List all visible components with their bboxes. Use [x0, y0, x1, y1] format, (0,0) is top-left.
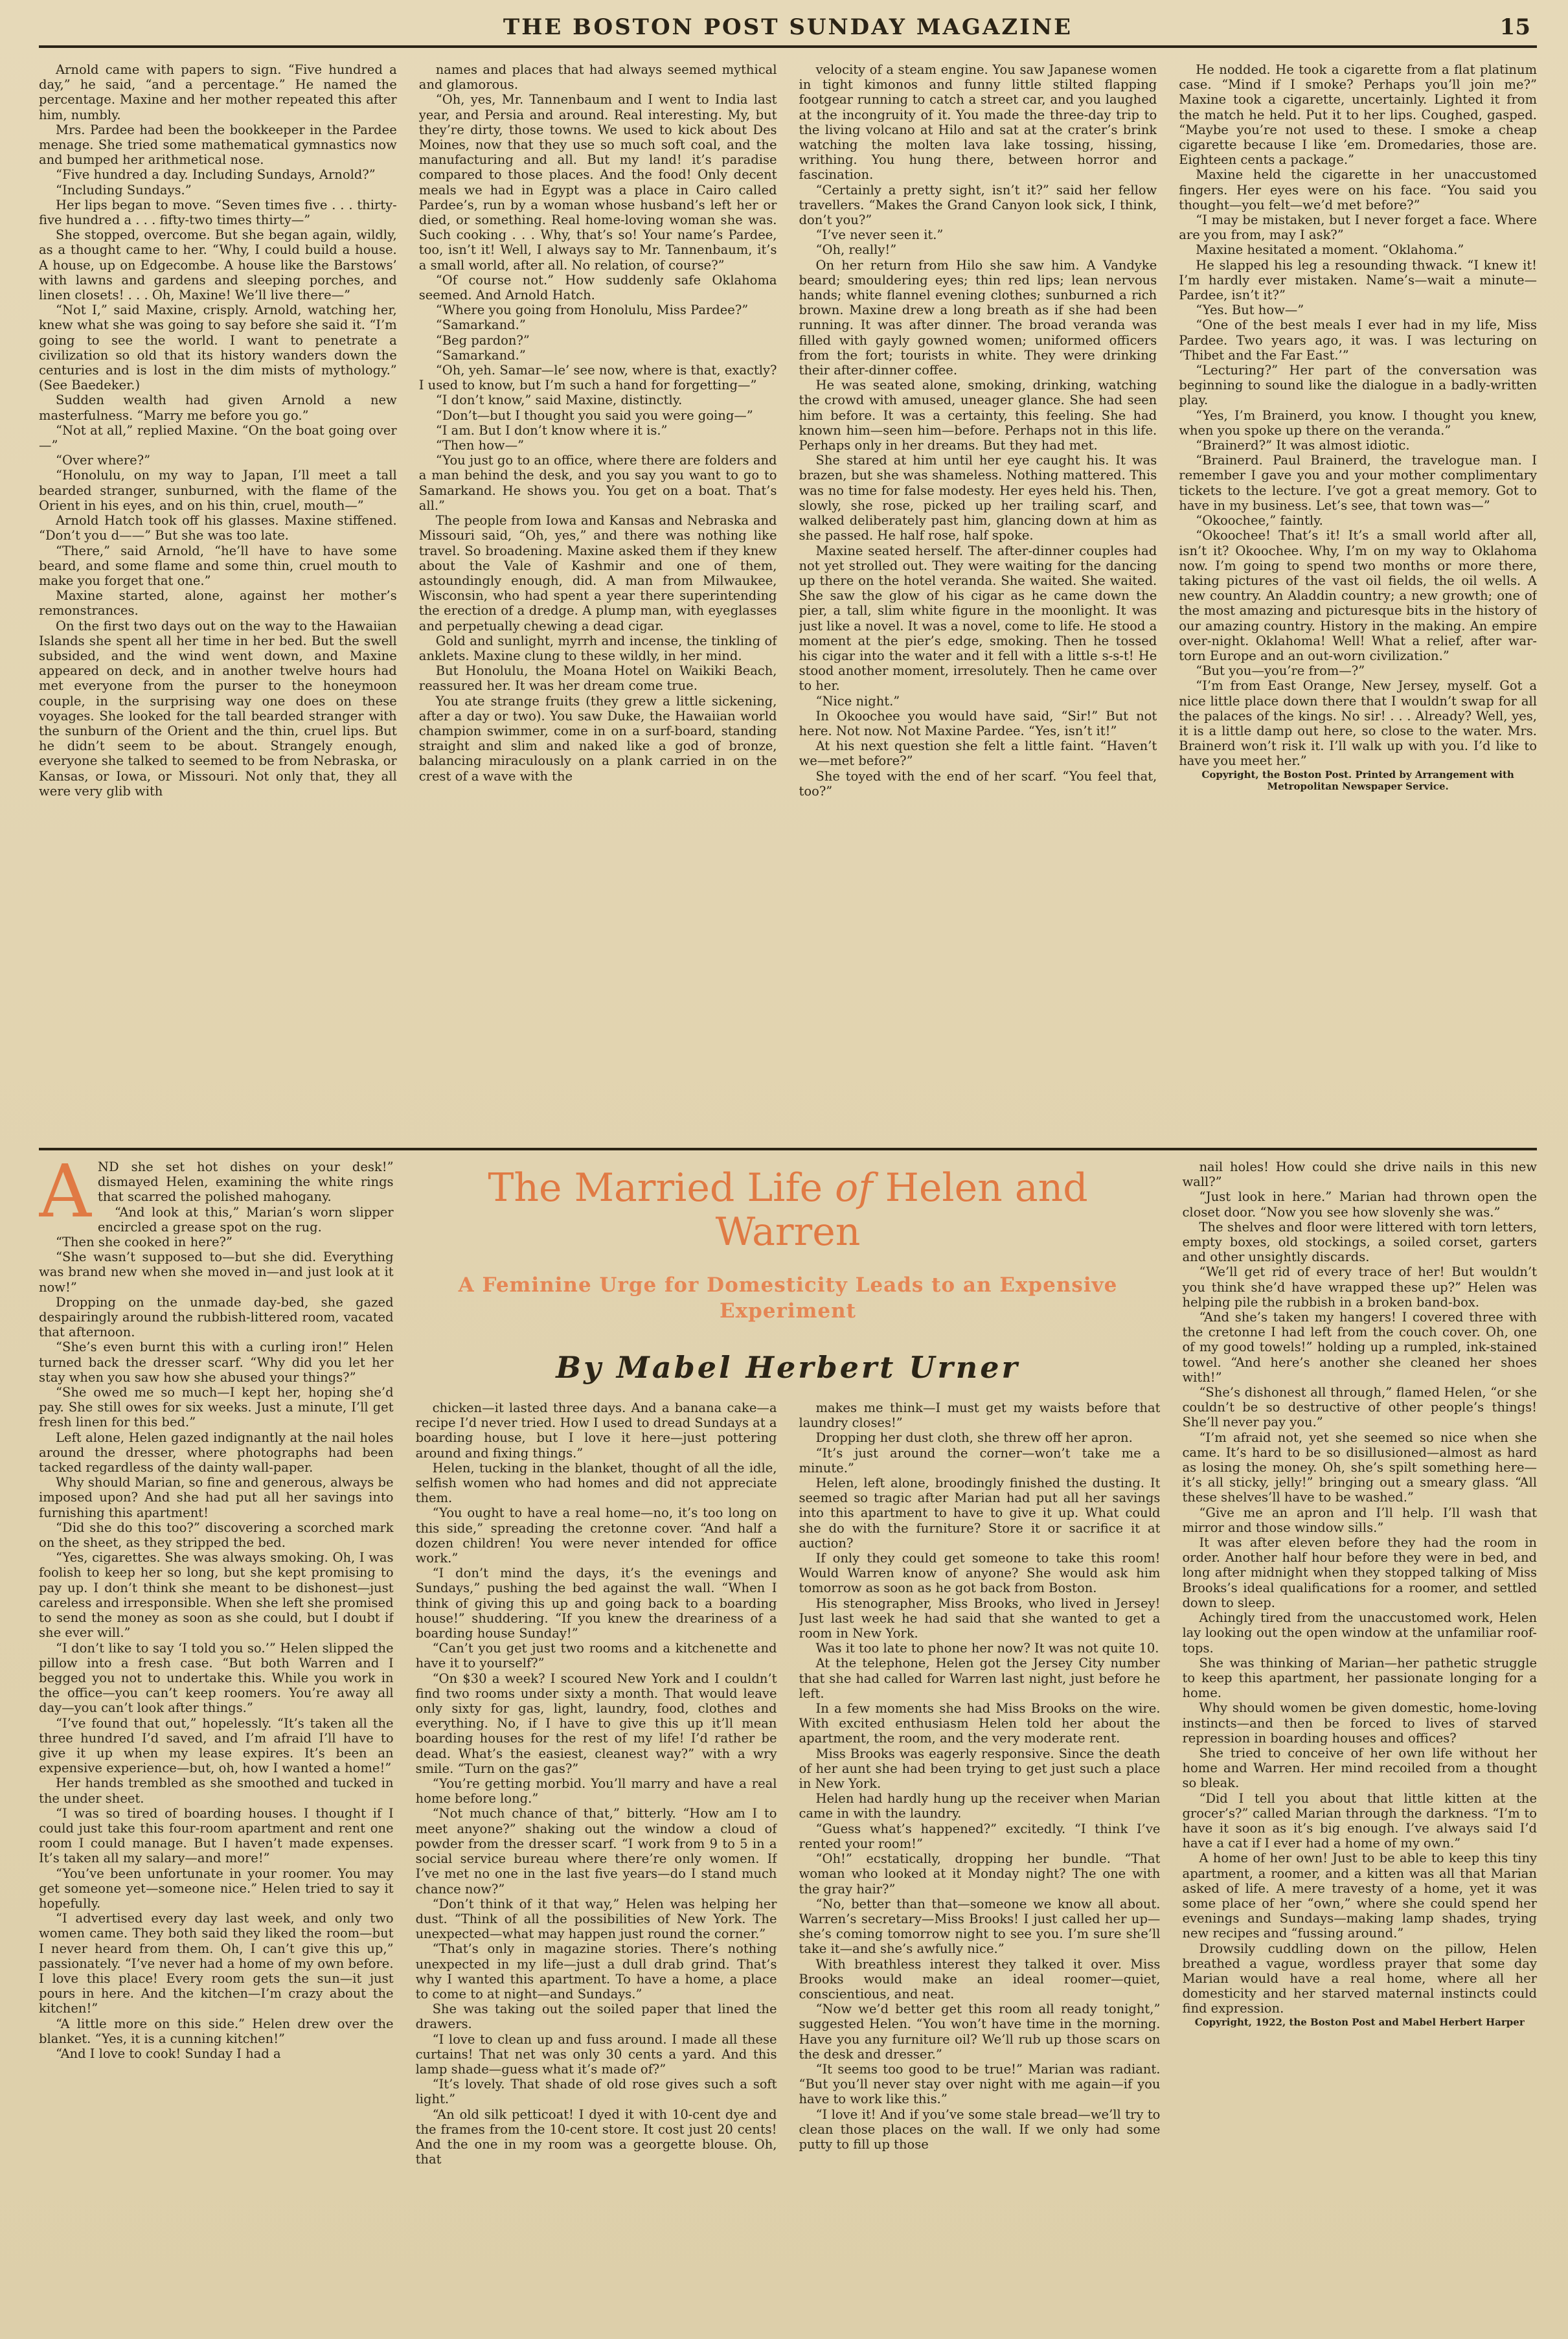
- paragraph: Miss Brooks was eagerly responsive. Since the death of her aunt she had been trying to get just such a place in New York.: [799, 1746, 1161, 1792]
- headline-of: of: [835, 1165, 873, 1211]
- paragraph: “I advertised every day last week, and only two women came. They both said they liked the room—but I never heard from them. Oh, I can’t give this up,” passionately. “I’ve never had a home of my own before. I love this place! Every room gets the sun—it just pours in here. And the kitchen—I’m crazy about the kitchen!”: [39, 1911, 394, 2016]
- paragraph: Maxine started, alone, against her mother’s remonstrances.: [39, 588, 397, 619]
- paragraph: She was taking out the soiled paper that lined the drawers.: [415, 2002, 777, 2032]
- paragraph: “That’s only in magazine stories. There’s nothing unexpected in my life—just a dull drab grind. That’s why I wanted this apartment. To have a home, a place to come to at night—and Sundays.”: [415, 1941, 777, 2002]
- paragraph: In a few moments she had Miss Brooks on the wire. With excited enthusiasm Helen told her about the apartment, the room, and the very moderate rent.: [799, 1701, 1161, 1746]
- paragraph: “I don’t mind the days, it’s the evenings and Sundays,” pushing the bed against the wall. “When I think of giving this up and going back to a boarding house!” shuddering. “If you knew the dreariness of a boarding house Sunday!”: [415, 1566, 777, 1641]
- serial-story: [39, 62, 1537, 1137]
- publication-title: THE BOSTON POST SUNDAY MAGAZINE: [503, 14, 1073, 40]
- paragraph: Sudden wealth had given Arnold a new masterfulness. “Marry me before you go.”: [39, 393, 397, 423]
- paragraph: “We’ll get rid of every trace of her! But wouldn’t you think she’d have wrapped these up?” Helen was helping pile the rubbish in a broken band-box.: [1182, 1264, 1537, 1310]
- paragraph: “Of course not.” How suddenly safe Oklahoma seemed. And Arnold Hatch.: [418, 272, 777, 303]
- paragraph: If only they could get someone to take this room! Would Warren know of anyone? She would ask him tomorrow as soon as he got back from Boston.: [799, 1551, 1161, 1596]
- paragraph: “Give me an apron and I’ll help. I’ll wash that mirror and those window sills.”: [1182, 1505, 1537, 1535]
- paragraph: makes me think—I must get my waists before that laundry closes!”: [799, 1400, 1161, 1431]
- page-number: 15: [1499, 14, 1530, 40]
- paragraph: “It seems too good to be true!” Marian was radiant. “But you’ll never stay over night with me again—if you have to work like this.”: [799, 2061, 1161, 2107]
- serial-column-3: [799, 62, 1157, 1137]
- paragraph: Her lips began to move. “Seven times five . . . thirty-five hundred a . . . fifty-two times thirty—”: [39, 197, 397, 228]
- paragraph: “Oh, really!”: [815, 242, 897, 258]
- paragraph: “Guess what’s happened?” excitedly. “I think I’ve rented your room!”: [799, 1821, 1161, 1851]
- paragraph: She toyed with the end of her scarf. “You feel that, too?”: [799, 768, 1157, 799]
- paragraph: Dropping her dust cloth, she threw off her apron.: [815, 1430, 1133, 1446]
- paragraph: “Just look in here.” Marian had thrown open the closet door. “Now you see how slovenly she was.”: [1182, 1189, 1537, 1220]
- paragraph: “I love to clean up and fuss around. I made all these curtains! That net was only 30 cents a yard. And this lamp shade—guess what it’s made of?”: [415, 2031, 777, 2077]
- paragraph: “She wasn’t supposed to—but she did. Everything was brand new when she moved in—and just look at it now!”: [39, 1249, 394, 1295]
- paragraph: “Brainerd?” It was almost idiotic.: [1196, 438, 1410, 453]
- paragraph: chicken—it lasted three days. And a banana cake—a recipe I’d never tried. How I used to dread Sundays at a boarding house, but I love it here—just pottering around and fixing things.”: [415, 1400, 777, 1461]
- paragraph: She stared at him until her eye caught his. It was brazen, but she was shameless. Nothing mattered. This was no time for false modesty. Her eyes held his. Then, slowly, she rose, picked up her trailing scarf, and walked deliberately past him, glancing down at him as she passed. He half rose, half spoke.: [799, 453, 1157, 543]
- paragraph: “I don’t like to say ‘I told you so.’” Helen slipped the pillow into a fresh case. “But both Warren and I begged you not to undertake this. While you work in the office—you can’t keep roomers. You’re away all day—you can’t look after things.”: [39, 1640, 394, 1716]
- paragraph: “Then she cooked in here?”: [56, 1235, 233, 1250]
- paragraph: The shelves and floor were littered with torn letters, empty boxes, old stockings, a soiled corset, garters and other unsightly discards.: [1182, 1219, 1537, 1265]
- serial-column-1: [39, 62, 397, 1137]
- paragraph: “Certainly a pretty sight, isn’t it?” said her fellow travellers. “Makes the Grand Canyon look sick, I think, don’t you?”: [799, 182, 1157, 228]
- serial-column-4: [1179, 62, 1537, 1137]
- paragraph: velocity of a steam engine. You saw Japanese women in tight kimonos and funny little stilted flapping footgear running to catch a street car, and you laughed at the incongruity of it. You made the three-day trip to the living volcano at Hilo and sat at the crater’s brink watching the molten lava lake tossing, hissing, writhing. You hung there, between horror and fascination.: [799, 62, 1157, 183]
- paragraph: “Not much chance of that,” bitterly. “How am I to meet anyone?” shaking out the window a cloud of powder from the dresser scarf. “I work from 9 to 5 in a social service bureau where there’re only women. If I’ve met no one in the last five years—do I stand much chance now?”: [415, 1806, 777, 1897]
- section-divider: [39, 1148, 1537, 1150]
- paragraph: Drowsily cuddling down on the pillow, Helen breathed a vague, wordless prayer that some day Marian would have a real home, where all her domesticity and her starved maternal instincts could find expression.: [1182, 1941, 1537, 2016]
- paragraph: “I was so tired of boarding houses. I thought if I could just take this four-room apartment and rent one room I could manage. But I haven’t made expenses. It’s taken all my salary—and more!”: [39, 1805, 394, 1866]
- paragraph: “Samarkand.”: [435, 317, 526, 333]
- paragraph: “I may be mistaken, but I never forget a face. Where are you from, may I ask?”: [1179, 212, 1537, 243]
- paragraph: With breathless interest they talked it over. Miss Brooks would make an ideal roomer—quiet, conscientious, and neat.: [799, 1956, 1161, 2002]
- paragraph: “It’s just around the corner—won’t take me a minute.”: [799, 1445, 1161, 1476]
- paragraph: “Did I tell you about that little kitten at the grocer’s?” called Marian through the darkness. “I’m to have it soon as it’s big enough. I’ve always said I’d have a cat if I ever had a home of my own.”: [1182, 1790, 1537, 1851]
- paragraph: It was after eleven before they had the room in order. Another half hour before they were in bed, and long after midnight when they stopped talking of Miss Brooks’s ideal qualifications for a roomer, and settled down to sleep.: [1182, 1535, 1537, 1610]
- paragraph: Maxine held the cigarette in her unaccustomed fingers. Her eyes were on his face. “You said you thought—you felt—we’d met before?”: [1179, 167, 1537, 212]
- story-column-3: [799, 1400, 1161, 2325]
- paragraph: “I’ve never seen it.”: [815, 227, 944, 243]
- paragraph: Dropping on the unmade day-bed, she gazed despairingly around the rubbish-littered room, vacated that afternoon.: [39, 1294, 394, 1340]
- paragraph: “Honolulu, on my way to Japan, I’ll meet a tall bearded stranger, sunburned, with the flame of the Orient in his eyes, and on his thin, cruel, mouth—”: [39, 468, 397, 513]
- paragraph: “Okoochee! That’s it! It’s a small world after all, isn’t it? Okoochee. Why, I’m on my way to Oklahoma now. I’m going to spend two months or more there, taking pictures of the vast oil fields, the oil wells. A new country. An Aladdin country; a new growth; one of the most amazing and picturesque bits in the history of our amazing country. History in the making. An empire over-night. Oklahoma! Well! What a relief, after war-torn Europe and an out-worn civilization.”: [1179, 528, 1537, 663]
- paragraph: His stenographer, Miss Brooks, who lived in Jersey! Just last week he had said that she wanted to get a room in New York.: [799, 1595, 1161, 1641]
- paragraph: “I’m afraid not, yet she seemed so nice when she came. It’s hard to be so disillusioned—almost as hard as losing the money. Oh, she’s spilt something here—it’s all sticky, jelly!” bringing out a smeary glass. “All these shelves’ll have to be washed.”: [1182, 1430, 1537, 1505]
- story-column-1-body: [39, 1205, 394, 2062]
- paragraph: Her hands trembled as she smoothed and tucked in the under sheet.: [39, 1775, 394, 1806]
- paragraph: nail holes! How could she drive nails in this new wall?”: [1182, 1159, 1537, 1190]
- paragraph: “Not I,” said Maxine, crisply. Arnold, watching her, knew what she was going to say before she said it. “I’m going to see the world. I want to penetrate a civilization so old that its history wanders down the centuries and is lost in the dim mists of mythology.” (See Baedeker.): [39, 302, 397, 393]
- paragraph: “She owed me so much—I kept her, hoping she’d pay. She still owes for six weeks. Just a minute, I’ll get fresh linen for this bed.”: [39, 1385, 394, 1430]
- paragraph: On the first two days out on the way to the Hawaiian Islands she spent all her time in her bed. But the swell subsided, and the wind went down, and Maxine appeared on deck, and in another twelve hours had met everyone from the purser to the honeymoon couple, in the surprising way one does on these voyages. She looked for the tall bearded stranger with the sunburn of the Orient and the thin, cruel lips. But he didn’t seem to be about. Strangely enough, everyone she talked to seemed to be from Nebraska, or Kansas, or Iowa, or Missouri. Not only that, they all were very glib with: [39, 618, 397, 799]
- paragraph: Maxine hesitated a moment. “Oklahoma.”: [1196, 242, 1464, 258]
- paragraph: Achingly tired from the unaccustomed work, Helen lay looking out the open window at the unfamiliar roof-tops.: [1182, 1610, 1537, 1656]
- paragraph: “You’re getting morbid. You’ll marry and have a real home before long.”: [415, 1776, 777, 1807]
- paragraph: “Oh, yes, Mr. Tannenbaum and I went to India last year, and Persia and around. Real interesting. My, but they’re dirty, those towns. We used to kick about Des Moines, now that they use so much soft coal, and the manufacturing and all. But my land! it’s paradise compared to those places. And the food! Only decent meals we had in Egypt was a place in Cairo called Pardee’s, run by a woman whose husband’s left her or died, or something. Real home-loving woman she was. Such cooking . . . Why, that’s so! Your name’s Pardee, too, isn’t it! Well, I always say to Mr. Tannenbaum, it’s a small world, after all. No relation, of course?”: [418, 92, 777, 273]
- paragraph: “Yes, I’m Brainerd, you know. I thought you knew, when you spoke up there on the veranda.”: [1179, 407, 1537, 438]
- paragraph: “Okoochee,” faintly.: [1196, 513, 1323, 529]
- paragraph: A home of her own! Just to be able to keep this tiny apartment, a roomer, and a kitten was all that Marian asked of life. A mere travesty of a home, yet it was some place of her “own,” where she could spend her evenings and Sundays—making lamp shades, trying new recipes and “fussing around.”: [1182, 1851, 1537, 1941]
- paragraph: “You ought to have a real home—no, it’s too long on this side,” spreading the cretonne cover. “And half a dozen children! You were never intended for office work.”: [415, 1505, 777, 1566]
- masthead: [39, 14, 1537, 48]
- paragraph: “You’ve been unfortunate in your roomer. You may get someone yet—someone nice.” Helen tried to say it hopefully.: [39, 1865, 394, 1911]
- story-center-block: [416, 1159, 1161, 2325]
- paragraph: At the telephone, Helen got the Jersey City number that she had called for Warren last night, just before he left.: [799, 1656, 1161, 1701]
- paragraph: Left alone, Helen gazed indignantly at the nail holes around the dresser, where photographs had been tacked regardless of the dainty wall-paper.: [39, 1430, 394, 1476]
- paragraph: “Including Sundays.”: [56, 182, 192, 198]
- paragraph: “Can’t you get just two rooms and a kitchenette and have it to yourself?”: [415, 1641, 777, 1671]
- paragraph: “Yes, cigarettes. She was always smoking. Oh, I was foolish to keep her so long, but she kept promising to pay up. I don’t think she meant to be dishonest—just careless and irresponsible. When she left she promised to send the money as soon as she could, but I doubt if she ever will.”: [39, 1550, 394, 1641]
- paragraph: Why should Marian, so fine and generous, always be imposed upon? And she had put all her savings into furnishing this apartment!: [39, 1475, 394, 1520]
- paragraph: “Brainerd. Paul Brainerd, the travelogue man. I remember I gave you and your mother complimentary tickets to the lecture. I’ve got a great memory. Got to have in my business. Let’s see, that town was—”: [1179, 453, 1537, 513]
- paragraph: “She’s even burnt this with a curling iron!” Helen turned back the dresser scarf. “Why did you let her stay when you saw how she abused your things?”: [39, 1340, 394, 1385]
- paragraph: She stopped, overcome. But she began again, wildly, as a thought came to her. “Why, I could build a house. A house, up on Edgecombe. A house like the Barstows’ with lawns and gardens and sleeping porches, and linen closets! . . . Oh, Maxine! We’ll live there—”: [39, 227, 397, 303]
- paragraph: “You just go to an office, where there are folders and a man behind the desk, and you say you want to go to Samarkand. He shows you. You get on a boat. That’s all.”: [418, 453, 777, 513]
- paragraph: “It’s lovely. That shade of old rose gives such a soft light.”: [415, 2077, 777, 2107]
- paragraph: Gold and sunlight, myrrh and incense, the tinkling of anklets. Maxine clung to these wildly, in her mind.: [418, 633, 777, 663]
- paragraph: He nodded. He took a cigarette from a flat platinum case. “Mind if I smoke? Perhaps you’ll join me?” Maxine took a cigarette, uncertainly. Lighted it from the match he held. Put it to her lips. Coughed, gasped. “Maybe you’re not used to these. I smoke a cheap cigarette because I like ’em. Dromedaries, those are. Eighteen cents a package.”: [1179, 62, 1537, 168]
- story-lead-text: ND she set hot dishes on your desk!” dismayed Helen, examining the white rings that scarred the polished mahogany.: [97, 1159, 394, 1205]
- paragraph: Why should women be given domestic, home-loving instincts—and then be forced to lives of starved repression in boarding houses and offices?: [1182, 1700, 1537, 1746]
- story-center-columns: [416, 1400, 1161, 2325]
- paragraph: “Not at all,” replied Maxine. “On the boat going over—”: [39, 422, 397, 453]
- story-subhead: A Feminine Urge for Domesticity Leads to an Expensive Experiment: [458, 1273, 1118, 1323]
- paragraph: “Where you going from Honolulu, Miss Pardee?”: [435, 302, 749, 318]
- paragraph: “I don’t know,” said Maxine, distinctly.: [435, 393, 683, 408]
- paragraph: “I’ve found that out,” hopelessly. “It’s taken all the three hundred I’d saved, and I’m afraid I’ll have to give it up when my lease expires. It’s been an expensive experience—but, oh, how I wanted a home!”: [39, 1715, 394, 1776]
- paragraph: “I’m from East Orange, New Jersey, myself. Got a nice little place down there that I wouldn’t swap for all the palaces of the kings. No sir! . . . Already? Well, yes, it is a little damp out here, so close to the water. Mrs. Brainerd won’t risk it. I’ll walk up with you. I’d like to have you meet her.”: [1179, 678, 1537, 769]
- paragraph: “And she’s taken my hangers! I covered three with the cretonne I had left from the couch cover. Oh, one of my good towels!” holding up a rumpled, ink-stained towel. “And here’s another she cleaned her shoes with!”: [1182, 1310, 1537, 1385]
- paragraph: Arnold came with papers to sign. “Five hundred a day,” he said, “and a percentage.” He named the percentage. Maxine and her mother repeated this after him, numbly.: [39, 62, 397, 122]
- story-column-2: [416, 1400, 777, 2325]
- paragraph: “Did she do this too?” discovering a scorched mark on the sheet, as they stripped the bed.: [39, 1520, 394, 1551]
- paragraph: He slapped his leg a resounding thwack. “I knew it! I’m hardly ever mistaken. Name’s—wait a minute—Pardee, isn’t it?”: [1179, 257, 1537, 303]
- paragraph: “I am. But I don’t know where it is.”: [435, 422, 668, 438]
- paragraph: “Yes. But how—”: [1196, 302, 1304, 318]
- paragraph: “No, better than that—someone we know all about. Warren’s secretary—Miss Brooks! I just called her up—she’s coming tomorrow night to see you. I’m sure she’ll take it—and she’s awfully nice.”: [799, 1896, 1161, 1957]
- paragraph: “Over where?”: [56, 453, 151, 468]
- paragraph: names and places that had always seemed mythical and glamorous.: [418, 62, 777, 93]
- paragraph: “One of the best meals I ever had in my life, Miss Pardee. Two years ago, it was. I was lecturing on ‘Thibet and the Far East.’”: [1179, 317, 1537, 363]
- paragraph: “An old silk petticoat! I dyed it with 10-cent dye and the frames from the 10-cent store. It cost just 20 cents! And the one in my room was a georgette blouse. Oh, that: [415, 2106, 777, 2167]
- paragraph: “Five hundred a day. Including Sundays, Arnold?”: [56, 167, 376, 183]
- paragraph: “Don’t—but I thought you said you were going—”: [435, 407, 753, 423]
- paragraph: “Now we’d better get this room all ready tonight,” suggested Helen. “You won’t have time in the morning. Have you any furniture oil? We’ll rub up those scars on the desk and dresser.”: [799, 2002, 1161, 2062]
- paragraph: She was thinking of Marian—her pathetic struggle to keep this apartment, her passionate longing for a home.: [1182, 1655, 1537, 1701]
- paragraph: “And I love to cook! Sunday I had a: [56, 2046, 281, 2061]
- paragraph: “I love it! And if you’ve some stale bread—we’ll try to clean those places on the wall. If we only had some putty to fill up those: [799, 2106, 1161, 2152]
- paragraph: On her return from Hilo she saw him. A Vandyke beard; smouldering eyes; thin red lips; lean nervous hands; white flannel evening clothes; sunburned a rich brown. Maxine drew a long breath as if she had been running. It was after dinner. The broad veranda was filled with gayly gowned women; uniformed officers from the fort; tourists in white. They were drinking their after-dinner coffee.: [799, 257, 1157, 378]
- paragraph: But Honolulu, the Moana Hotel on Waikiki Beach, reassured her. It was her dream come true.: [418, 663, 777, 694]
- paragraph: “Lecturing?” Her part of the conversation was beginning to sound like the dialogue in a badly-written play.: [1179, 363, 1537, 408]
- paragraph: “There,” said Arnold, “he’ll have to have some beard, and some flame and some thin, cruel mouth to make you forget that one.”: [39, 543, 397, 588]
- paragraph: Maxine seated herself. The after-dinner couples had not yet strolled out. They were waiting for the dancing up there on the hotel veranda. She waited. She waited. She saw the glow of his cigar as he came down the pier, a tall, slim white figure in the moonlight. It was just like a novel. It was a novel, come to life. He stood a moment at the pier’s edge, smoking. Then he tossed his cigar into the water and it fell with a little s-s-t! He stood another moment, irresolutely. Then he came over to her.: [799, 543, 1157, 694]
- paragraph: “Samarkand.”: [435, 347, 526, 363]
- paragraph: “Oh!” ecstatically, dropping her bundle. “That woman who looked at it Monday night? The one with the gray hair?”: [799, 1851, 1161, 1897]
- story-headline: [416, 1166, 1161, 1254]
- headline-part-2: Helen and Warren: [715, 1165, 1088, 1255]
- paragraph: She tried to conceive of her own life without her home and Warren. Her mind recoiled from a thought so bleak.: [1182, 1745, 1537, 1791]
- paragraph: “And look at this,” Marian’s worn slipper encircled a grease spot on the rug.: [97, 1204, 394, 1235]
- story-column-1: [39, 1159, 394, 2325]
- paragraph: At his next question she felt a little faint. “Haven’t we—met before?”: [799, 738, 1157, 769]
- paragraph: “A little more on this side.” Helen drew over the blanket. “Yes, it is a cunning kitchen!”: [39, 2016, 394, 2046]
- story-column-4: [1182, 1159, 1537, 2325]
- paragraph: You ate strange fruits (they grew a little sickening, after a day or two). You saw Duke, the Hawaiian world champion swimmer, come in on a surf-board, standing straight and slim and naked like a god of bronze, balancing miraculously on a plank carried in on the crest of a wave with the: [418, 693, 777, 784]
- paragraph: “Nice night.”: [815, 693, 900, 709]
- drop-cap: A: [39, 1159, 91, 1234]
- paragraph: Mrs. Pardee had been the bookkeeper in the Pardee menage. She tried some mathematical gymnastics now and bumped her arithmetical nose.: [39, 122, 397, 168]
- paragraph: He was seated alone, smoking, drinking, watching the crowd with amused, uneager glance. She had seen him before. It was a certainty, this feeling. She had known him—seen him—before. Perhaps not in this life. Perhaps only in her dreams. But they had met.: [799, 378, 1157, 453]
- paragraph: In Okoochee you would have said, “Sir!” But not here. Not now. Not Maxine Pardee. “Yes, isn’t it!”: [799, 708, 1157, 738]
- paragraph: “Oh, yeh. Samar—le’ see now, where is that, exactly? I used to know, but I’m such a hand for forgetting—”: [418, 363, 777, 393]
- paragraph: “On $30 a week? I scoured New York and I couldn’t find two rooms under sixty a month. That would leave only sixty for gas, light, laundry, food, clothes and everything. No, if I have to give this up it’ll mean boarding houses for the rest of my life! I’d rather be dead. What’s the easiest, cleanest way?” with a wry smile. “Turn on the gas?”: [415, 1671, 777, 1776]
- paragraph: “Then how—”: [435, 438, 525, 453]
- married-life-story: [39, 1159, 1537, 2325]
- serial-column-2: [419, 62, 777, 1137]
- paragraph: Was it too late to phone her now? It was not quite 10.: [815, 1641, 1159, 1656]
- headline-part-1: The Married Life: [488, 1165, 835, 1211]
- paragraph: The people from Iowa and Kansas and Nebraska and Missouri said, “Oh, yes,” and there was nothing like travel. So broadening. Maxine asked them if they knew about the Vale of Kashmir and one of them, astoundingly enough, did. A man from Milwaukee, Wisconsin, who had spent a year there superintending the erection of a dredge. A plump man, with eyeglasses and perpetually chewing a dead cigar.: [418, 513, 777, 633]
- paragraph: Arnold Hatch took off his glasses. Maxine stiffened. “Don’t you d——” But she was too late.: [39, 513, 397, 543]
- paragraph: Helen had hardly hung up the receiver when Marian came in with the laundry.: [799, 1791, 1161, 1821]
- paragraph: Helen, left alone, broodingly finished the dusting. It seemed so tragic after Marian had put all her savings into this apartment to have to give it up. What could she do with the furniture? Store it or sacrifice it at auction?: [799, 1476, 1161, 1551]
- copyright-credit: Copyright, 1922, the Boston Post and Mabel Herbert Harper: [1194, 2016, 1525, 2028]
- paragraph: “Beg pardon?”: [435, 332, 530, 348]
- paragraph: “Don’t think of it that way,” Helen was helping her dust. “Think of all the possibilities of New York. The unexpected—what may happen just round the corner.”: [415, 1896, 777, 1942]
- paragraph: “But you—you’re from—?”: [1196, 663, 1365, 679]
- story-byline: By Mabel Herbert Urner: [556, 1350, 1020, 1385]
- paragraph: Helen, tucking in the blanket, thought of all the idle, selfish women who had homes and did not appreciate them.: [415, 1460, 777, 1506]
- paragraph: “She’s dishonest all through,” flamed Helen, “or she couldn’t be so destructive of other people’s things! She’ll never pay you.”: [1182, 1385, 1537, 1430]
- copyright-credit: Copyright, the Boston Post. Printed by Arrangement with Metropolitan Newspaper Service.: [1201, 768, 1514, 792]
